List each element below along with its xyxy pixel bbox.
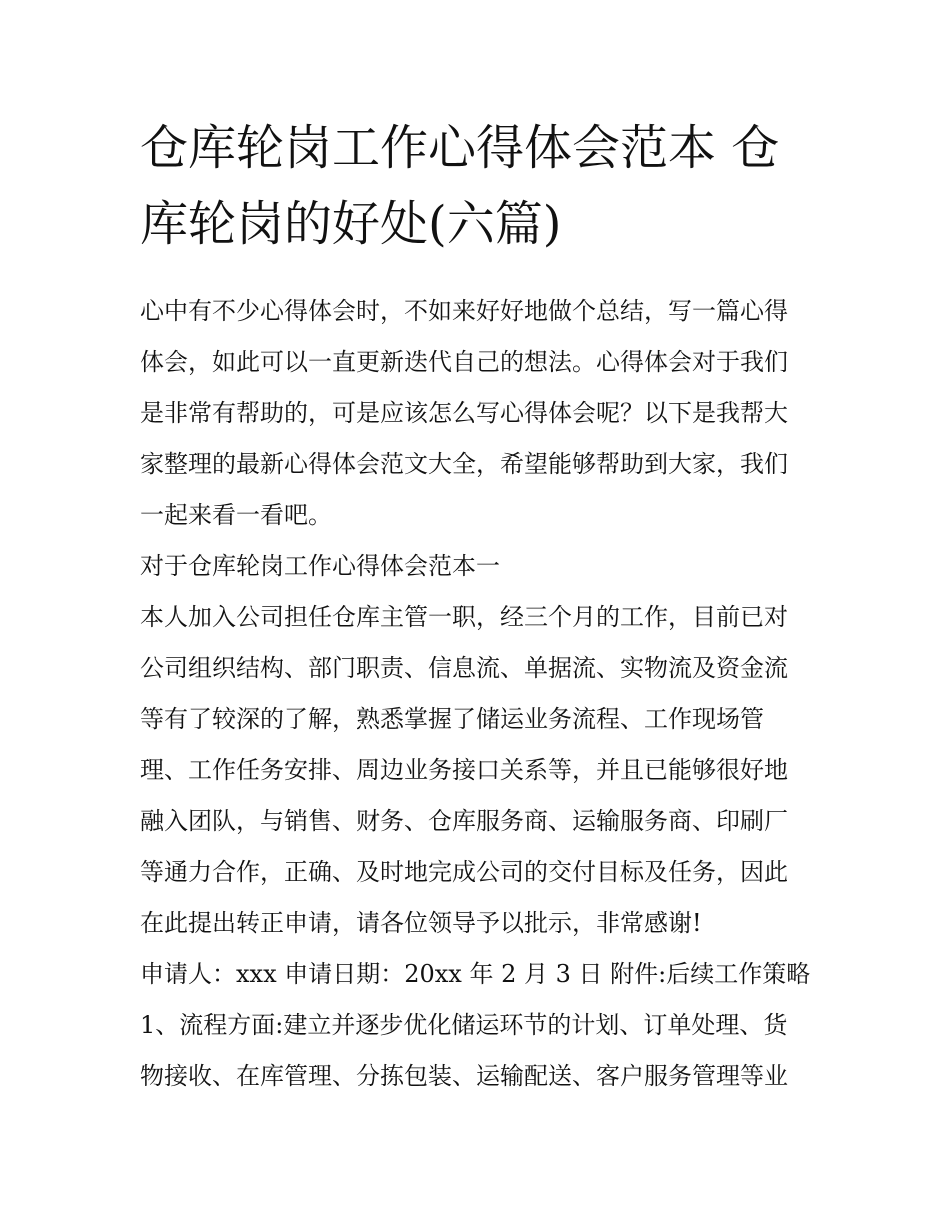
title-line: 库轮岗的好处(六篇) — [140, 196, 562, 252]
body-text-line: 等有了较深的了解，熟悉掌握了储运业务流程、工作现场管 — [140, 705, 764, 733]
body-text-line: 是非常有帮助的，可是应该怎么写心得体会呢？以下是我帮大 — [140, 399, 788, 427]
body-text-line: 理、工作任务安排、周边业务接口关系等，并且已能够很好地 — [140, 756, 788, 784]
body-text-line: 等通力合作，正确、及时地完成公司的交付目标及任务，因此 — [140, 858, 788, 886]
document-body — [140, 286, 815, 1102]
body-text-line: 家整理的最新心得体会范文大全，希望能够帮助到大家，我们 — [140, 450, 788, 478]
title-line: 仓库轮岗工作心得体会范本 仓 — [140, 120, 780, 176]
body-text-line: 1、流程方面:建立并逐步优化储运环节的计划、订单处理、货 — [140, 1011, 788, 1039]
document-title — [140, 110, 815, 262]
section-heading: 对于仓库轮岗工作心得体会范本一 — [140, 552, 500, 580]
body-text-line: 心中有不少心得体会时，不如来好好地做个总结，写一篇心得 — [140, 297, 788, 325]
body-text-line: 公司组织结构、部门职责、信息流、单据流、实物流及资金流 — [140, 654, 788, 682]
body-text-line: 本人加入公司担任仓库主管一职，经三个月的工作，目前已对 — [140, 603, 788, 631]
document-content — [140, 110, 815, 1102]
body-text-line: 在此提出转正申请，请各位领导予以批示，非常感谢! — [140, 909, 702, 937]
applicant-info-line: 申请人：xxx 申请日期：20xx 年 2 月 3 日 附件:后续工作策略 — [140, 960, 811, 988]
body-text-line: 一起来看一看吧。 — [140, 501, 332, 529]
body-text-line: 融入团队，与销售、财务、仓库服务商、运输服务商、印刷厂 — [140, 807, 788, 835]
body-text-line: 体会，如此可以一直更新迭代自己的想法。心得体会对于我们 — [140, 348, 788, 376]
body-text-line: 物接收、在库管理、分拣包装、运输配送、客户服务管理等业 — [140, 1062, 788, 1090]
